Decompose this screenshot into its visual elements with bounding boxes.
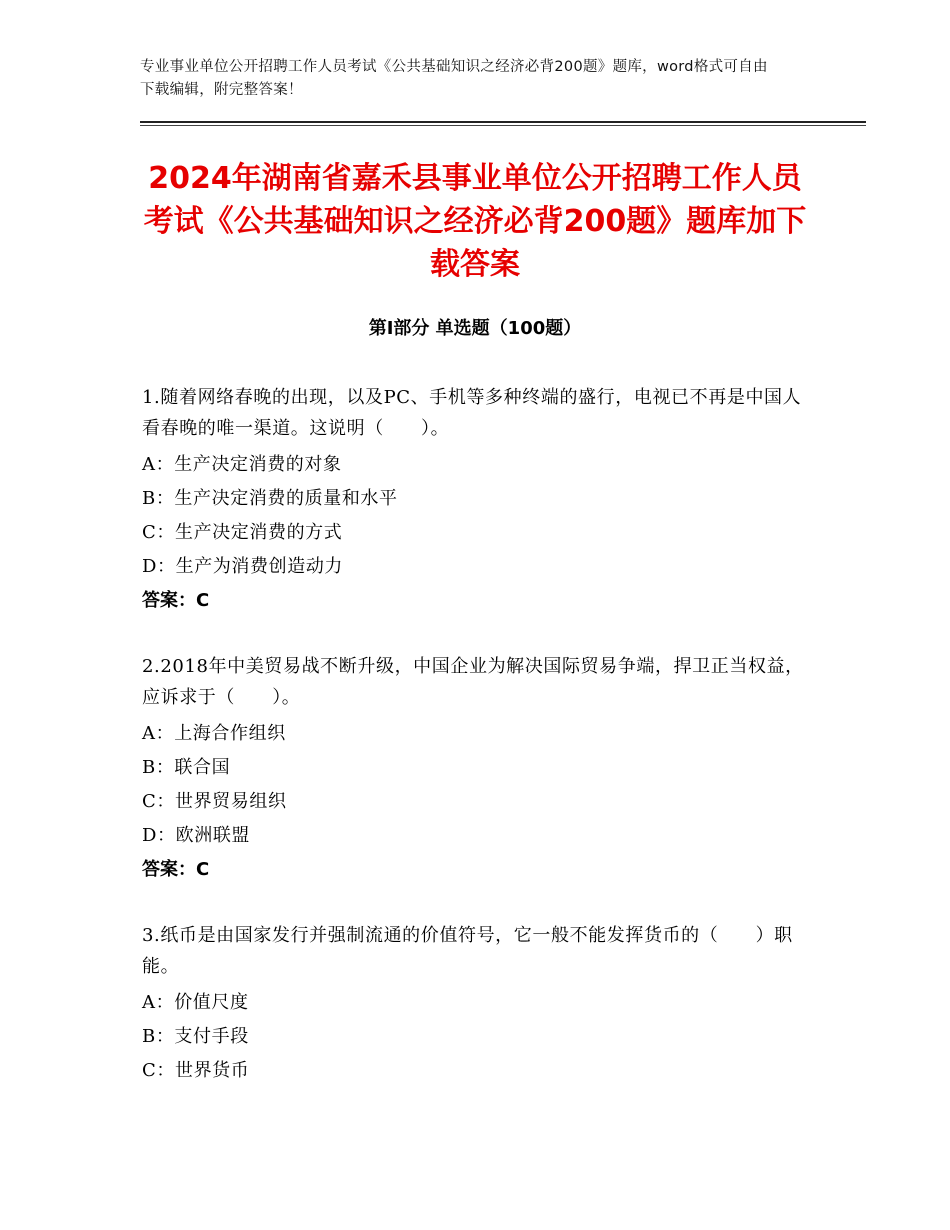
- question-3: [142, 920, 810, 1088]
- question-stem: 3.纸币是由国家发行并强制流通的价值符号，它一般不能发挥货币的（ ）职能。: [142, 925, 793, 977]
- question-1: [142, 382, 810, 618]
- document-title: 2024年湖南省嘉禾县事业单位公开招聘工作人员考试《公共基础知识之经济必背200题》题库加下载答案: [143, 161, 807, 282]
- question-option-a: A：价值尺度: [142, 992, 249, 1013]
- question-2: [142, 651, 810, 887]
- question-option-b: B：联合国: [142, 757, 231, 778]
- question-option-c: C：生产决定消费的方式: [142, 522, 343, 543]
- question-option-d: D：欧洲联盟: [142, 825, 251, 846]
- question-stem: 2.2018年中美贸易战不断升级，中国企业为解决国际贸易争端，捍卫正当权益，应诉求于（ ）。: [142, 656, 804, 708]
- question-option-c: C：世界贸易组织: [142, 791, 287, 812]
- question-option-c: C：世界货币: [142, 1060, 250, 1081]
- question-option-b: B：支付手段: [142, 1026, 249, 1047]
- header-divider-thick-line: [140, 121, 866, 123]
- question-answer: 答案：C: [142, 859, 210, 880]
- question-stem: 1.随着网络春晚的出现，以及PC、手机等多种终端的盛行，电视已不再是中国人看春晚的唯一渠道。这说明（ ）。: [142, 387, 802, 439]
- question-answer: 答案：C: [142, 590, 210, 611]
- question-option-a: A：上海合作组织: [142, 723, 286, 744]
- question-option-a: A：生产决定消费的对象: [142, 454, 342, 475]
- question-option-b: B：生产决定消费的质量和水平: [142, 488, 398, 509]
- question-option-d: D：生产为消费创造动力: [142, 556, 344, 577]
- header-divider-thin-line: [140, 125, 866, 126]
- question-list: [142, 382, 810, 1121]
- header-divider: [140, 121, 866, 127]
- section-heading: 第I部分 单选题（100题）: [368, 318, 582, 339]
- document-header-text: 专业事业单位公开招聘工作人员考试《公共基础知识之经济必背200题》题库，word格式可自由下载编辑，附完整答案！: [140, 59, 768, 98]
